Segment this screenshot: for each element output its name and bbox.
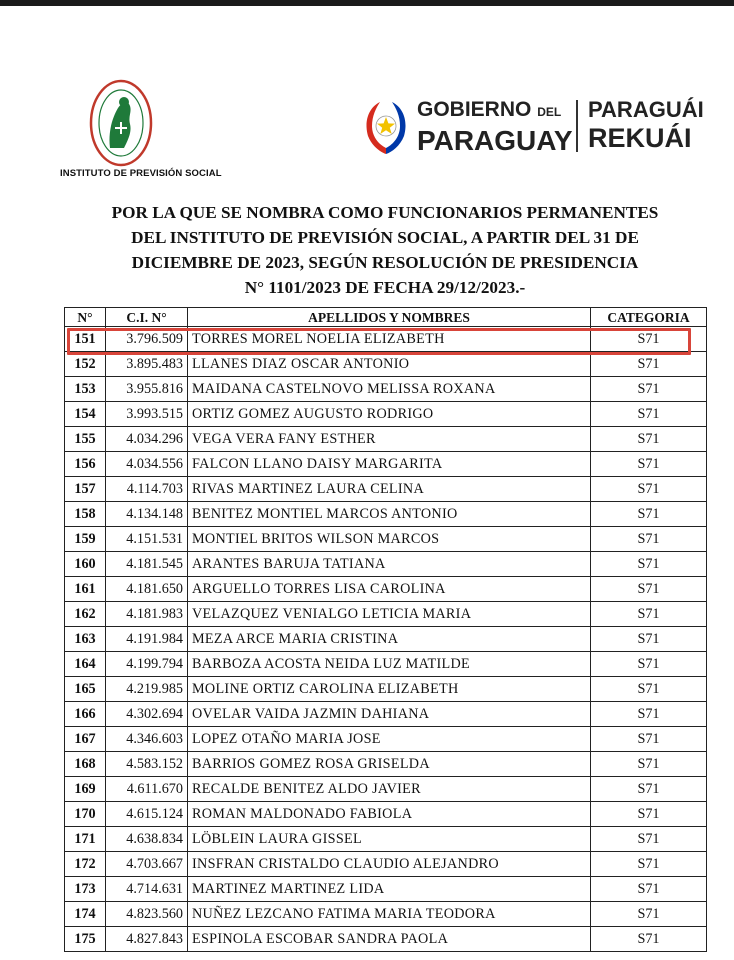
paraguay-government-emblem [360, 96, 412, 156]
row-category: S71 [591, 627, 707, 652]
gov-line2: PARAGUAY [417, 125, 573, 156]
table-row [65, 502, 707, 527]
table-row [65, 827, 707, 852]
row-name: VEGA VERA FANY ESTHER [188, 427, 591, 452]
row-ci: 4.134.148 [106, 502, 188, 527]
row-ci: 4.219.985 [106, 677, 188, 702]
row-number: 155 [65, 427, 106, 452]
row-ci: 3.895.483 [106, 352, 188, 377]
guarani-line2: REKUÁI [588, 123, 692, 153]
table-body [65, 327, 707, 952]
table-row [65, 927, 707, 952]
row-category: S71 [591, 777, 707, 802]
header-category: CATEGORIA [591, 308, 707, 327]
row-ci: 4.114.703 [106, 477, 188, 502]
row-name: ARGUELLO TORRES LISA CAROLINA [188, 577, 591, 602]
row-ci: 4.034.296 [106, 427, 188, 452]
row-name: LOPEZ OTAÑO MARIA JOSE [188, 727, 591, 752]
row-number: 161 [65, 577, 106, 602]
row-category: S71 [591, 827, 707, 852]
table-row [65, 777, 707, 802]
row-name: OVELAR VAIDA JAZMIN DAHIANA [188, 702, 591, 727]
row-category: S71 [591, 677, 707, 702]
row-category: S71 [591, 377, 707, 402]
row-name: LÖBLEIN LAURA GISSEL [188, 827, 591, 852]
row-number: 153 [65, 377, 106, 402]
row-number: 156 [65, 452, 106, 477]
document-title [40, 200, 730, 300]
row-number: 159 [65, 527, 106, 552]
guarani-wordmark [588, 96, 704, 153]
row-number: 172 [65, 852, 106, 877]
table-row [65, 452, 707, 477]
table-row [65, 702, 707, 727]
row-category: S71 [591, 477, 707, 502]
row-name: TORRES MOREL NOELIA ELIZABETH [188, 327, 591, 352]
row-category: S71 [591, 577, 707, 602]
row-name: FALCON LLANO DAISY MARGARITA [188, 452, 591, 477]
row-category: S71 [591, 652, 707, 677]
row-number: 175 [65, 927, 106, 952]
row-category: S71 [591, 702, 707, 727]
table-row [65, 577, 707, 602]
employee-table [64, 307, 707, 952]
row-name: BARRIOS GOMEZ ROSA GRISELDA [188, 752, 591, 777]
header-ci: C.I. N° [106, 308, 188, 327]
wordmark-divider [576, 100, 578, 152]
table-row [65, 677, 707, 702]
row-name: BARBOZA ACOSTA NEIDA LUZ MATILDE [188, 652, 591, 677]
row-number: 162 [65, 602, 106, 627]
row-category: S71 [591, 602, 707, 627]
row-category: S71 [591, 452, 707, 477]
row-name: MARTINEZ MARTINEZ LIDA [188, 877, 591, 902]
row-name: LLANES DIAZ OSCAR ANTONIO [188, 352, 591, 377]
row-number: 168 [65, 752, 106, 777]
table-row [65, 652, 707, 677]
row-ci: 4.181.650 [106, 577, 188, 602]
table-row [65, 402, 707, 427]
row-ci: 4.181.545 [106, 552, 188, 577]
row-name: NUÑEZ LEZCANO FATIMA MARIA TEODORA [188, 902, 591, 927]
row-ci: 4.191.984 [106, 627, 188, 652]
row-number: 174 [65, 902, 106, 927]
row-number: 165 [65, 677, 106, 702]
row-ci: 4.346.603 [106, 727, 188, 752]
title-line: POR LA QUE SE NOMBRA COMO FUNCIONARIOS PERMANENTES [111, 203, 659, 222]
gov-line1-small: DEL [537, 105, 562, 119]
row-category: S71 [591, 427, 707, 452]
row-name: ESPINOLA ESCOBAR SANDRA PAOLA [188, 927, 591, 952]
row-ci: 4.611.670 [106, 777, 188, 802]
row-category: S71 [591, 752, 707, 777]
row-number: 171 [65, 827, 106, 852]
table-row [65, 352, 707, 377]
row-name: ROMAN MALDONADO FABIOLA [188, 802, 591, 827]
row-ci: 4.199.794 [106, 652, 188, 677]
row-category: S71 [591, 877, 707, 902]
highlight-box [67, 328, 691, 355]
row-ci: 4.302.694 [106, 702, 188, 727]
institute-name: INSTITUTO DE PREVISIÓN SOCIAL [60, 168, 222, 179]
gov-line1: GOBIERNO [417, 98, 532, 121]
row-number: 164 [65, 652, 106, 677]
row-category: S71 [591, 527, 707, 552]
row-category: S71 [591, 727, 707, 752]
row-category: S71 [591, 802, 707, 827]
row-ci: 4.827.843 [106, 927, 188, 952]
row-ci: 4.638.834 [106, 827, 188, 852]
row-ci: 3.993.515 [106, 402, 188, 427]
row-category: S71 [591, 552, 707, 577]
table-row [65, 902, 707, 927]
row-number: 157 [65, 477, 106, 502]
row-ci: 4.823.560 [106, 902, 188, 927]
government-wordmark [417, 96, 573, 156]
row-name: MOLINE ORTIZ CAROLINA ELIZABETH [188, 677, 591, 702]
row-number: 173 [65, 877, 106, 902]
row-name: RIVAS MARTINEZ LAURA CELINA [188, 477, 591, 502]
row-number: 154 [65, 402, 106, 427]
row-name: ARANTES BARUJA TATIANA [188, 552, 591, 577]
table-row [65, 752, 707, 777]
row-category: S71 [591, 902, 707, 927]
row-ci: 3.955.816 [106, 377, 188, 402]
row-category: S71 [591, 852, 707, 877]
row-category: S71 [591, 327, 707, 352]
row-ci: 4.703.667 [106, 852, 188, 877]
row-ci: 4.034.556 [106, 452, 188, 477]
row-ci: 4.151.531 [106, 527, 188, 552]
row-name: MAIDANA CASTELNOVO MELISSA ROXANA [188, 377, 591, 402]
row-category: S71 [591, 927, 707, 952]
row-number: 151 [65, 327, 106, 352]
title-line: DICIEMBRE DE 2023, SEGÚN RESOLUCIÓN DE PRESIDENCIA [131, 253, 639, 272]
table-row [65, 852, 707, 877]
row-number: 167 [65, 727, 106, 752]
row-ci: 4.583.152 [106, 752, 188, 777]
row-name: INSFRAN CRISTALDO CLAUDIO ALEJANDRO [188, 852, 591, 877]
row-number: 163 [65, 627, 106, 652]
ips-logo [88, 78, 154, 168]
top-edge-bar [0, 0, 734, 6]
row-ci: 4.181.983 [106, 602, 188, 627]
row-name: MEZA ARCE MARIA CRISTINA [188, 627, 591, 652]
row-number: 166 [65, 702, 106, 727]
row-number: 158 [65, 502, 106, 527]
row-name: BENITEZ MONTIEL MARCOS ANTONIO [188, 502, 591, 527]
row-number: 170 [65, 802, 106, 827]
row-ci: 3.796.509 [106, 327, 188, 352]
guarani-line1: PARAGUÁI [588, 97, 704, 122]
table-row [65, 477, 707, 502]
table-row [65, 802, 707, 827]
row-category: S71 [591, 352, 707, 377]
row-name: RECALDE BENITEZ ALDO JAVIER [188, 777, 591, 802]
row-ci: 4.714.631 [106, 877, 188, 902]
table-row [65, 602, 707, 627]
title-line: DEL INSTITUTO DE PREVISIÓN SOCIAL, A PARTIR DEL 31 DE [131, 228, 639, 247]
row-number: 160 [65, 552, 106, 577]
table-row [65, 552, 707, 577]
row-category: S71 [591, 402, 707, 427]
table-row [65, 527, 707, 552]
table-row [65, 377, 707, 402]
header-name: APELLIDOS Y NOMBRES [188, 308, 591, 327]
table-row [65, 727, 707, 752]
row-number: 152 [65, 352, 106, 377]
table-header-row [65, 308, 707, 327]
row-number: 169 [65, 777, 106, 802]
table-row [65, 877, 707, 902]
row-name: MONTIEL BRITOS WILSON MARCOS [188, 527, 591, 552]
row-name: VELAZQUEZ VENIALGO LETICIA MARIA [188, 602, 591, 627]
table-row [65, 627, 707, 652]
table-row [65, 427, 707, 452]
row-category: S71 [591, 502, 707, 527]
row-name: ORTIZ GOMEZ AUGUSTO RODRIGO [188, 402, 591, 427]
title-line: N° 1101/2023 DE FECHA 29/12/2023.- [244, 278, 526, 297]
header-number: N° [65, 308, 106, 327]
row-ci: 4.615.124 [106, 802, 188, 827]
